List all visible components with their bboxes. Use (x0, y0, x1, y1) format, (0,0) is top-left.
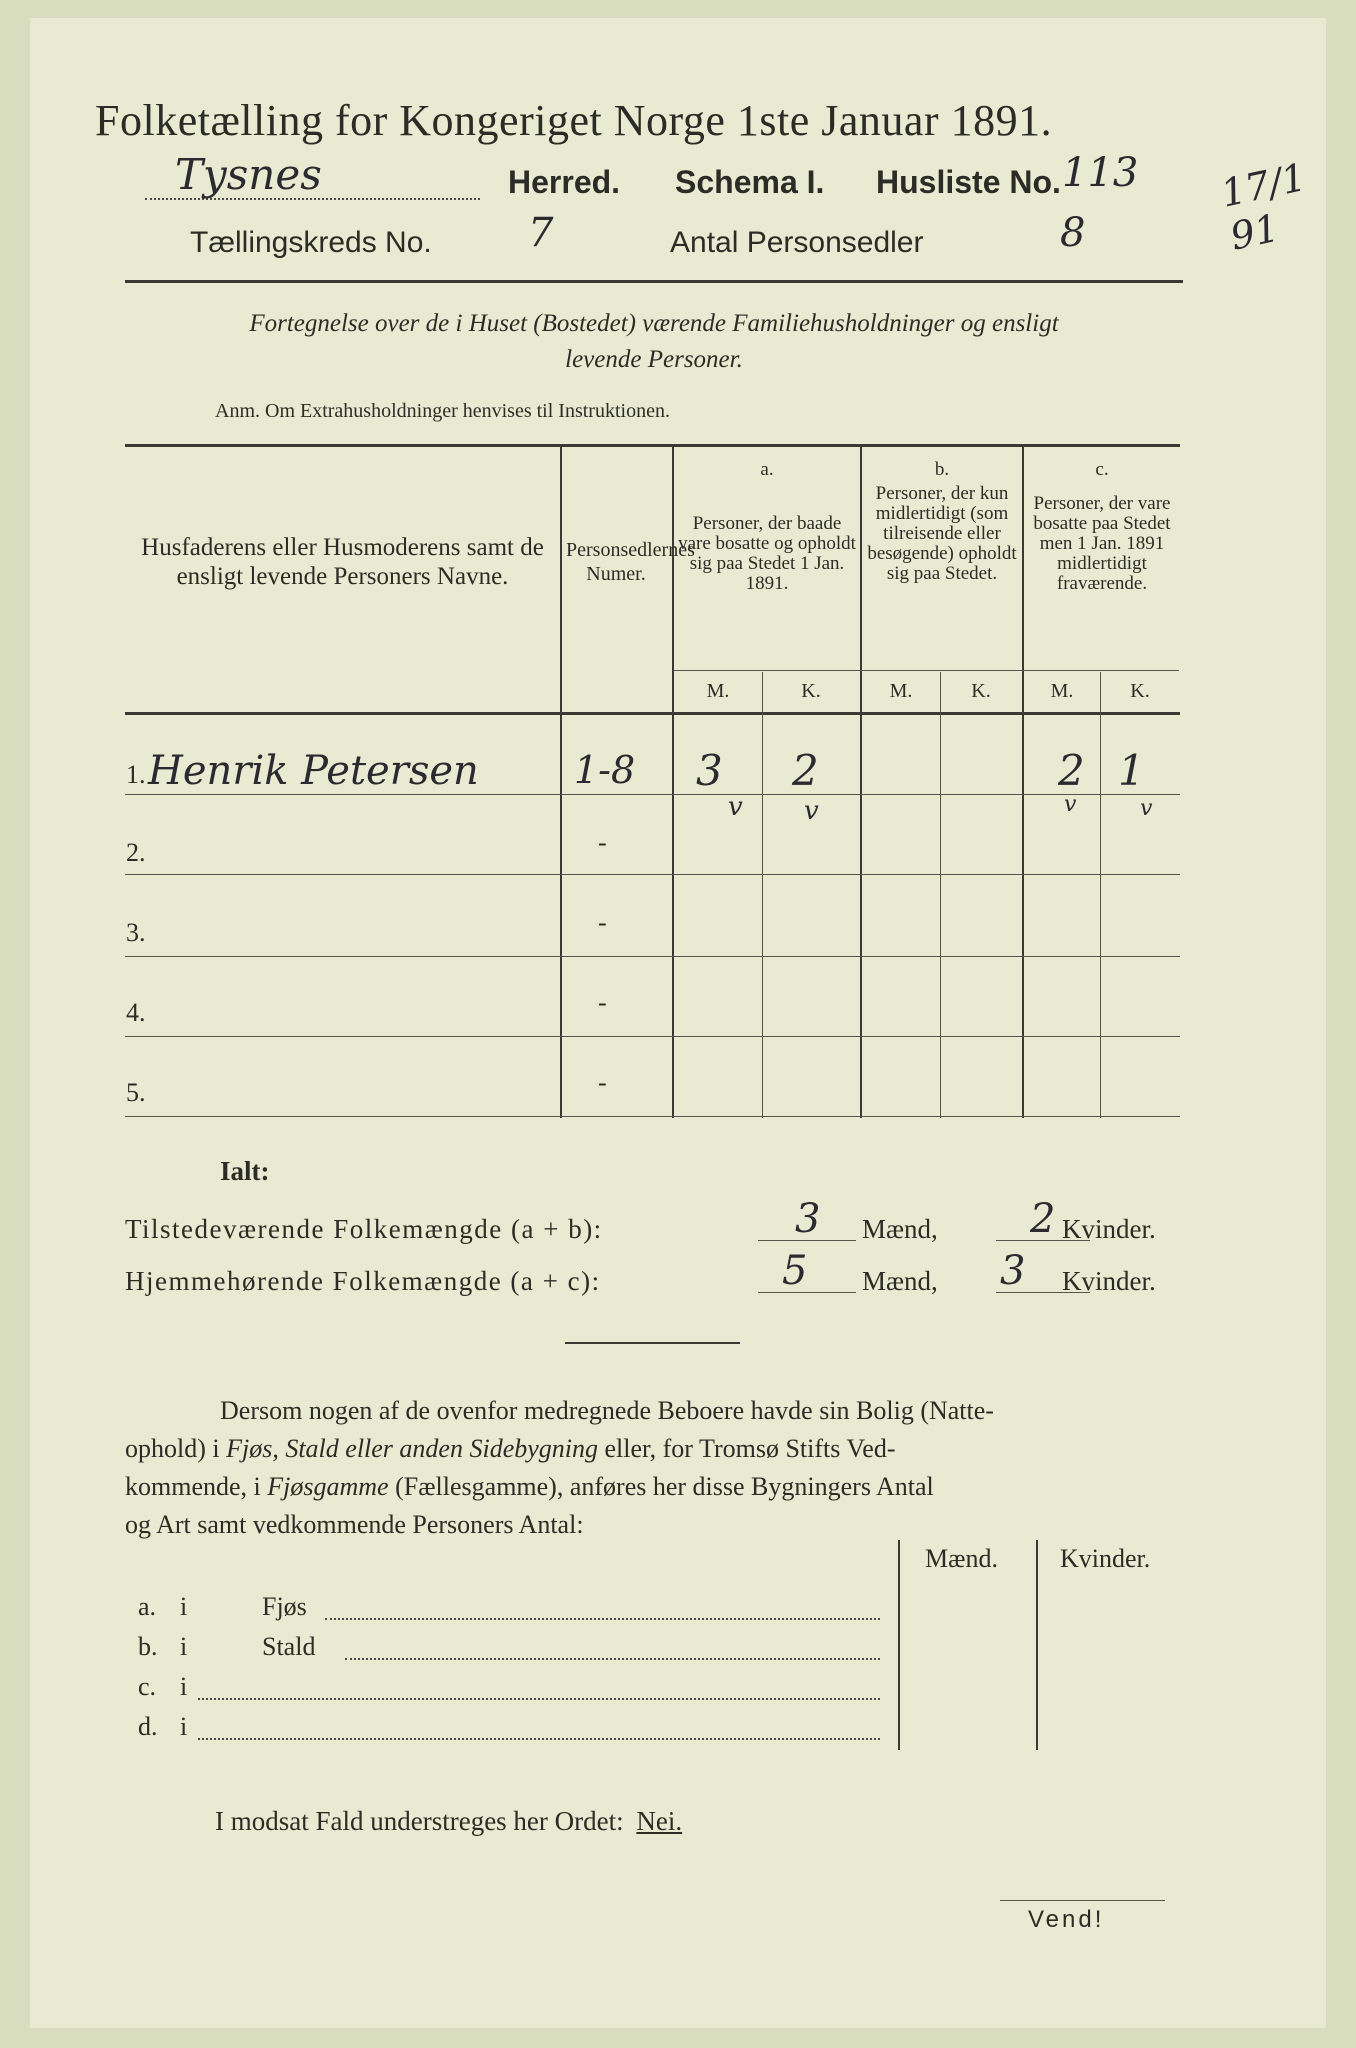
a-m-label: M. (706, 680, 730, 702)
tilstede-kvinder-label: Kvinder. (1062, 1214, 1156, 1244)
dotted-line (345, 1658, 880, 1660)
paragraph-text: ophold) i (125, 1434, 227, 1463)
row-rule-4 (125, 1036, 1180, 1037)
paragraph-line-2 (125, 1430, 1183, 1468)
col-header-c-letter: c. (1095, 459, 1109, 480)
hjemme-label: Hjemmehørende Folkemængde (a + c): (125, 1266, 601, 1296)
household-head-name: Henrik Petersen (148, 748, 479, 794)
check-mark-a-m: v (728, 792, 743, 822)
anm-note: Anm. Om Extrahusholdninger henvises til Instruktionen. (215, 400, 670, 422)
building-letter: c. (138, 1672, 157, 1701)
paragraph-text: (Fællesgamme), anføres her disse Bygningers Antal (388, 1472, 934, 1501)
building-name: Stald (262, 1632, 316, 1661)
building-i: i (180, 1632, 188, 1661)
mk-header-rule (674, 670, 1179, 671)
paragraph-italic: Fjøsgamme (267, 1472, 389, 1501)
col-header-names: Husfaderens eller Husmoderens samt de ensligt levende Personers Navne. (141, 534, 544, 590)
paragraph-italic: Fjøs, Stald eller anden Sidebygning (226, 1434, 598, 1463)
a-women-count: 2 (792, 746, 819, 795)
row-rule-2 (125, 874, 1180, 875)
building-i: i (180, 1712, 188, 1741)
husliste-value: 113 (1062, 150, 1139, 196)
herred-label: Herred. (508, 164, 621, 200)
antal-label: Antal Personsedler (670, 226, 924, 259)
col-header-b-letter: b. (934, 459, 950, 480)
tilstede-maend-label: Mænd, (862, 1214, 938, 1244)
col-header-a-letter: a. (760, 459, 774, 480)
herred-value: Tysnes (175, 150, 322, 199)
col-header-a: Personer, der baade vare bosatte og opholdt sig paa Stedet 1 Jan. 1891. (678, 513, 856, 594)
intro-line-2: levende Personer. (565, 346, 743, 373)
buildings-maend-label: Mænd. (925, 1544, 998, 1573)
paragraph-line-1 (125, 1392, 1183, 1430)
b-m-label: M. (889, 680, 913, 702)
row-number: 5. (126, 1078, 146, 1107)
row-number: 3. (126, 918, 146, 947)
intro-line-1: Fortegnelse over de i Huset (Bostedet) værende Familiehusholdninger og ensligt (249, 310, 1059, 337)
kreds-label: Tællingskreds No. (190, 226, 432, 259)
paragraph-text: eller, for Tromsø Stifts Ved- (598, 1434, 896, 1463)
hjemme-maend-label: Mænd, (862, 1266, 938, 1296)
check-mark-a-k: v (804, 796, 819, 826)
modsat-text (215, 1806, 682, 1837)
schema-label: Schema I. (675, 164, 825, 200)
a-men-count: 3 (696, 746, 723, 795)
check-mark-c-m: v (1064, 792, 1077, 817)
nei-word: Nei. (636, 1806, 683, 1836)
paragraph-text: og Art samt vedkommende Personers Antal: (125, 1510, 584, 1539)
hjemme-men: 5 (782, 1248, 808, 1294)
modsat-label: I modsat Fald understreges her Ordet: (215, 1806, 624, 1836)
building-letter: d. (138, 1712, 158, 1741)
paragraph-line-4 (125, 1506, 1183, 1544)
hjemme-kvinder-label: Kvinder. (1062, 1266, 1156, 1296)
check-mark-c-k: v (1140, 796, 1153, 821)
col-divider-1 (560, 446, 562, 1118)
col-divider-3 (860, 446, 862, 1118)
tilstede-men: 3 (795, 1196, 821, 1242)
tilstede-label: Tilstedeværende Folkemængde (a + b): (125, 1214, 603, 1244)
row-rule-3 (125, 956, 1180, 957)
header-rule (125, 280, 1183, 283)
vend-rule (1000, 1900, 1165, 1901)
c-men-count: 2 (1058, 746, 1085, 795)
form-title: Folketælling for Kongeriget Norge 1ste Januar 1891. (95, 96, 1053, 145)
col-a-mk-divider (762, 672, 763, 1118)
building-letter: b. (138, 1632, 158, 1661)
row-number: 1. (126, 760, 146, 789)
personsedler-numer: - (598, 908, 607, 937)
buildings-divider-1 (898, 1540, 900, 1750)
tilstede-women: 2 (1030, 1196, 1056, 1242)
building-i: i (180, 1592, 188, 1621)
dotted-line (198, 1698, 880, 1700)
col-b-mk-divider (940, 672, 941, 1118)
dotted-line (198, 1738, 880, 1740)
row-number: 2. (126, 838, 146, 867)
vend-label: Vend! (1028, 1906, 1105, 1933)
building-i: i (180, 1672, 188, 1701)
antal-value: 8 (1060, 210, 1086, 256)
b-k-label: K. (971, 680, 991, 702)
c-women-count: 1 (1118, 746, 1145, 795)
husliste-label: Husliste No. (876, 164, 1061, 200)
buildings-kvinder-label: Kvinder. (1060, 1544, 1151, 1573)
personsedler-numer: - (598, 828, 607, 857)
row-rule-5 (125, 1116, 1180, 1117)
paragraph-text: kommende, i (125, 1472, 268, 1501)
margin-note: 17/1 91 (1217, 154, 1310, 259)
col-header-b: Personer, der kun midlertidigt (som tilreisende eller besøgende) opholdt sig paa Stedet. (867, 483, 1017, 584)
row-rule-1 (125, 794, 1180, 795)
buildings-divider-2 (1036, 1540, 1038, 1750)
section-divider (565, 1342, 740, 1344)
c-k-label: K. (1130, 680, 1150, 702)
col-divider-4 (1022, 446, 1024, 1118)
dotted-line (325, 1618, 880, 1620)
col-c-mk-divider (1100, 672, 1101, 1118)
col-header-numer: Personsedlernes Numer. (566, 539, 695, 585)
hjemme-women: 3 (1000, 1248, 1026, 1294)
row-number: 4. (126, 998, 146, 1027)
building-name: Fjøs (262, 1592, 307, 1621)
personsedler-numer: - (598, 988, 607, 1017)
c-m-label: M. (1050, 680, 1074, 702)
personsedler-numer: 1-8 (574, 748, 636, 792)
a-k-label: K. (801, 680, 821, 702)
ialt-label: Ialt: (220, 1156, 270, 1186)
kreds-value: 7 (528, 210, 554, 256)
building-letter: a. (138, 1592, 157, 1621)
personsedler-numer: - (598, 1068, 607, 1097)
paragraph-text: Dersom nogen af de ovenfor medregnede Beboere havde sin Bolig (Natte- (220, 1396, 994, 1425)
col-header-c: Personer, der vare bosatte paa Stedet men 1 Jan. 1891 midlertidigt fraværende. (1033, 493, 1171, 594)
paragraph-line-3 (125, 1468, 1183, 1506)
